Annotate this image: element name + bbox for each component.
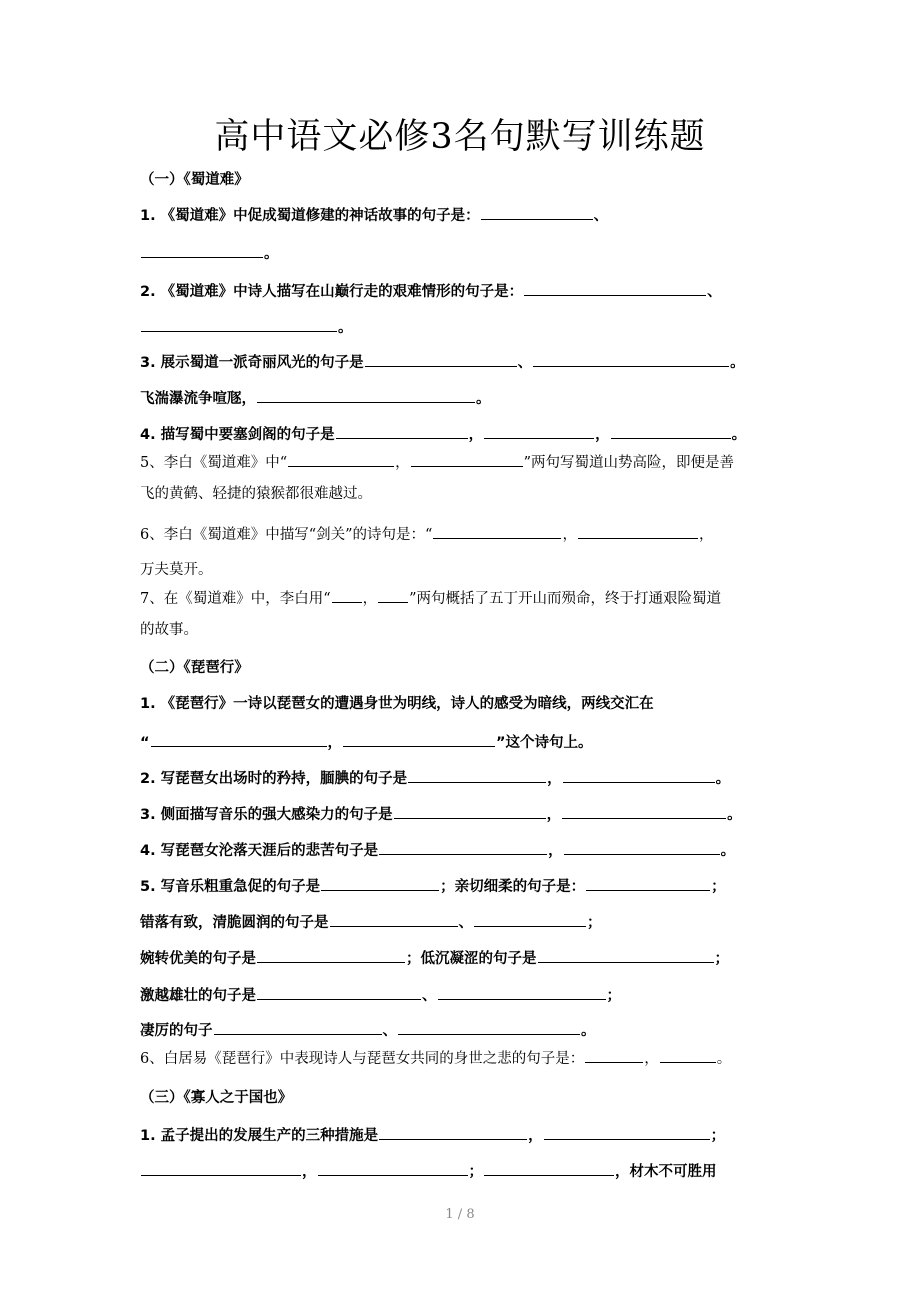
question-1-7: 7、在《蜀道难》中，李白用“ ， ”两句概括了五丁开山而殒命，终于打通艰险蜀道 (140, 588, 721, 609)
question-2-5-line-3: 婉转优美的句子是 ；低沉凝涩的句子是 ； (140, 948, 729, 969)
question-2-5-line-5: 凄厉的句子 、 。 (140, 1020, 596, 1041)
question-1-4: 4. 描写蜀中要塞剑阁的句子是 ， ， 。 (140, 424, 746, 445)
question-1-2: 2. 《蜀道难》中诗人描写在山巅行走的艰难情形的句子是： 、 (140, 281, 722, 302)
question-1-3-cont: 飞湍瀑流争喧豗， 。 (140, 388, 491, 409)
question-2-1-cont: “ ， ”这个诗句上。 (140, 732, 593, 753)
question-1-6-cont: 万夫莫开。 (140, 562, 213, 578)
question-1-1: 1. 《蜀道难》中促成蜀道修建的神话故事的句子是： 、 (140, 205, 608, 226)
question-2-5-line-4: 激越雄壮的句子是 、 ； (140, 985, 621, 1006)
question-2-5: 5. 写音乐粗重急促的句子是 ；亲切细柔的句子是： ； (140, 876, 726, 897)
question-2-3: 3. 侧面描写音乐的强大感染力的句子是 ， 。 (140, 804, 742, 825)
question-2-1: 1. 《琵琶行》一诗以琵琶女的遭遇身世为明线，诗人的感受为暗线，两线交汇在 (140, 696, 654, 712)
question-2-4: 4. 写琵琶女沦落天涯后的悲苦句子是 ， 。 (140, 840, 735, 861)
question-1-3: 3. 展示蜀道一派奇丽风光的句子是 、 。 (140, 352, 745, 373)
document-title: 高中语文必修3名句默写训练题 (214, 117, 706, 157)
question-1-7-cont: 的故事。 (140, 622, 198, 638)
question-1-5: 5、李白《蜀道难》中“ ， ”两句写蜀道山势高险，即便是善 (140, 452, 734, 473)
question-1-2-cont: 。 (140, 317, 353, 338)
question-2-2: 2. 写琵琶女出场时的矜持，腼腆的句子是 ， 。 (140, 768, 730, 789)
question-1-1-cont: 。 (140, 243, 279, 264)
section-heading-1: （一）《蜀道难》 (140, 172, 249, 188)
section-heading-2: （二）《琵琶行》 (140, 660, 249, 676)
section-heading-3: （三）《寡人之于国也》 (140, 1090, 293, 1106)
question-1-5-cont: 飞的黄鹤、轻捷的猿猴都很难越过。 (140, 486, 372, 502)
question-2-5-line-2: 错落有致，清脆圆润的句子是 、 ； (140, 912, 602, 933)
question-3-1-cont: ， ； ，材木不可胜用 (140, 1161, 717, 1182)
question-2-6: 6、白居易《琵琶行》中表现诗人与琵琶女共同的身世之悲的句子是： ， 。 (140, 1048, 731, 1069)
page-indicator: 1 / 8 (445, 1207, 475, 1222)
question-1-6: 6、李白《蜀道难》中描写“剑关”的诗句是：“ ， ， (140, 524, 713, 545)
question-3-1: 1. 孟子提出的发展生产的三种措施是 ， ； (140, 1125, 725, 1146)
